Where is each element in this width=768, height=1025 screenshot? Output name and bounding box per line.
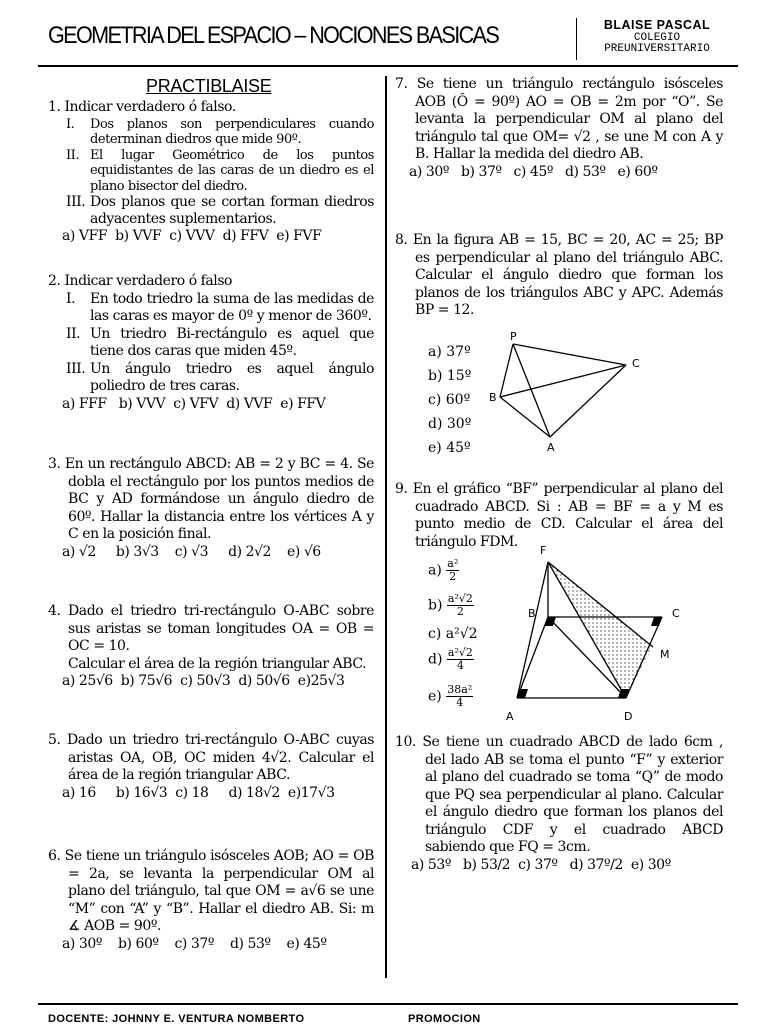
question-5-stem: 5. Dado un triedro tri-rectángulo O-ABC cuyas aristas OA, OB, OC miden 4√2. Calcular el área de la región triangular ABC. xyxy=(48,732,374,783)
question-3-stem: 3. En un rectángulo ABCD: AB = 2 y BC = 4. Se dobla el rectángulo por los puntos medios de BC y AD formándose un ángulo diedro de 60º. Hallar la distancia entre los vértices A y C en la posición final. xyxy=(48,456,374,542)
question-2 xyxy=(48,273,374,413)
statement-iii: III. Dos planos que se cortan forman diedros adyacentes suplementarios. xyxy=(66,194,374,227)
q9-option-d: d) $\frac{\text{a²√2}}{4}$ xyxy=(428,646,473,672)
question-10 xyxy=(395,734,723,874)
question-5 xyxy=(48,732,374,802)
question-10-stem: 10. Se tiene un cuadrado ABCD de lado 6cm , del lado AB se toma el punto “F” y exterior al plano del cuadrado se toma “Q” de modo que PQ sea perpendicular al plano. Calcular el ángulo diedro que forman los planos del triángulo CDF y el cuadrado ABCD sabiendo que FQ = 3cm. xyxy=(395,734,723,855)
label-f: F xyxy=(540,544,547,557)
question-4 xyxy=(48,603,374,691)
statement-iii: III. Un ángulo triedro es aquel ángulo poliedro de tres caras. xyxy=(66,360,374,394)
footer-promotion: PROMOCION xyxy=(408,1013,481,1025)
question-5-options: a) 16 b) 16√3 c) 18 d) 18√2 e)17√3 xyxy=(62,784,335,801)
footer-rule xyxy=(38,1003,738,1005)
question-7 xyxy=(395,76,723,181)
question-4-stem-2: Calcular el área de la región triangular ABC. xyxy=(68,655,367,672)
question-6-options: a) 30º b) 60º c) 37º d) 53º e) 45º xyxy=(62,935,327,952)
q9-option-e: e) $\frac{\text{38a²}}{4}$ xyxy=(428,683,473,709)
q9-option-b: b) $\frac{\text{a²√2}}{2}$ xyxy=(428,592,473,618)
footer-teacher: DOCENTE: JOHNNY E. VENTURA NOMBERTO xyxy=(48,1013,305,1025)
q8-option-e: e) 45º xyxy=(428,440,471,456)
q8-option-c: c) 60º xyxy=(428,392,471,408)
question-4-stem: 4. Dado el triedro tri-rectángulo O-ABC sobre sus aristas se toman longitudes OA = OB = OC = 10. xyxy=(48,603,374,654)
brand-logo xyxy=(582,20,732,55)
question-7-stem: 7. Se tiene un triángulo rectángulo isósceles AOB (Ô = 90º) AO = OB = 2m por “O”. Se levanta la perpendicular OM al plano del triángulo tal que OM= √2 , se une M con A y B. Hallar la medida del diedro AB. xyxy=(395,76,723,162)
question-3 xyxy=(48,456,374,561)
label-a: A xyxy=(547,441,555,454)
label-b: B xyxy=(489,391,497,404)
q8-option-d: d) 30º xyxy=(428,416,472,432)
statement-ii: II. Un triedro Bi-rectángulo es aquel que tiene dos caras que miden 45º. xyxy=(66,325,374,359)
question-1-stem: 1. Indicar verdadero ó falso. xyxy=(48,99,236,115)
question-2-stem: 2. Indicar verdadero ó falso xyxy=(48,273,233,289)
question-4-options: a) 25√6 b) 75√6 c) 50√3 d) 50√6 e)25√3 xyxy=(62,673,345,689)
question-3-options: a) √2 b) 3√3 c) √3 d) 2√2 e) √6 xyxy=(62,543,321,560)
column-divider xyxy=(385,76,387,978)
statement-ii: II. El lugar Geométrico de los puntos equidistantes de las caras de un diedro es el plano bisector del diedro. xyxy=(66,147,374,194)
question-9 xyxy=(395,481,723,551)
label-c: C xyxy=(672,607,680,620)
question-9-stem: 9. En el gráfico “BF” perpendicular al plano del cuadrado ABCD. Si : AB = BF = a y M es punto medio de CD. Calcular el área del triángulo FDM. xyxy=(395,481,723,550)
brand-line-2: COLEGIO xyxy=(633,32,681,44)
question-1 xyxy=(48,99,374,246)
label-m: M xyxy=(660,648,670,661)
page-title: GEOMETRIA DEL ESPACIO – NOCIONES BASICAS xyxy=(48,22,499,49)
question-2-options: a) FFF b) VVV c) VFV d) VVF e) FFV xyxy=(62,395,326,412)
q9-figure xyxy=(500,542,690,727)
header-divider xyxy=(576,18,577,60)
section-title: PRACTIBLAISE xyxy=(146,76,272,96)
question-6 xyxy=(48,848,374,953)
question-8-stem: 8. En la figura AB = 15, BC = 20, AC = 25; BP es perpendicular al plano del triángulo ABC. Calcular el ángulo diedro que forman los planos de los triángulos ABC y APC. Además BP = 12. xyxy=(395,232,723,318)
question-10-options: a) 53º b) 53/2 c) 37º d) 37º/2 e) 30º xyxy=(411,856,671,873)
label-b: B xyxy=(528,607,536,620)
question-1-options: a) VFF b) VVF c) VVV d) FFV e) FVF xyxy=(62,228,322,244)
label-c: C xyxy=(632,357,640,370)
q8-option-a: a) 37º xyxy=(428,344,471,360)
q8-option-b: b) 15º xyxy=(428,368,472,384)
statement-i: I. Dos planos son perpendiculares cuando determinan diedros que mide 90º. xyxy=(66,116,374,147)
q9-option-a: a) $\frac{\text{a²}}{2}$ xyxy=(428,557,459,583)
statement-i: I. En todo triedro la suma de las medidas de las caras es mayor de 0º y menor de 360º. xyxy=(66,290,374,324)
q9-option-c: c) a²√2 xyxy=(428,626,478,642)
header-rule xyxy=(38,65,738,67)
label-a: A xyxy=(506,710,514,723)
brand-line-3: PREUNIVERSITARIO xyxy=(604,43,710,55)
question-6-stem: 6. Se tiene un triángulo isósceles AOB; AO = OB = 2a, se levanta la perpendicular OM al plano del triángulo, tal que OM = a√6 se une “M” con “A” y “B”. Hallar el diedro AB. Si: m ∡ AOB = 90º. xyxy=(48,848,374,934)
q8-figure xyxy=(480,330,650,460)
brand-name: BLAISE PASCAL xyxy=(603,18,711,32)
label-p: P xyxy=(510,330,517,343)
question-8 xyxy=(395,232,723,320)
question-7-options: a) 30º b) 37º c) 45º d) 53º e) 60º xyxy=(409,163,658,180)
label-d: D xyxy=(624,710,633,723)
